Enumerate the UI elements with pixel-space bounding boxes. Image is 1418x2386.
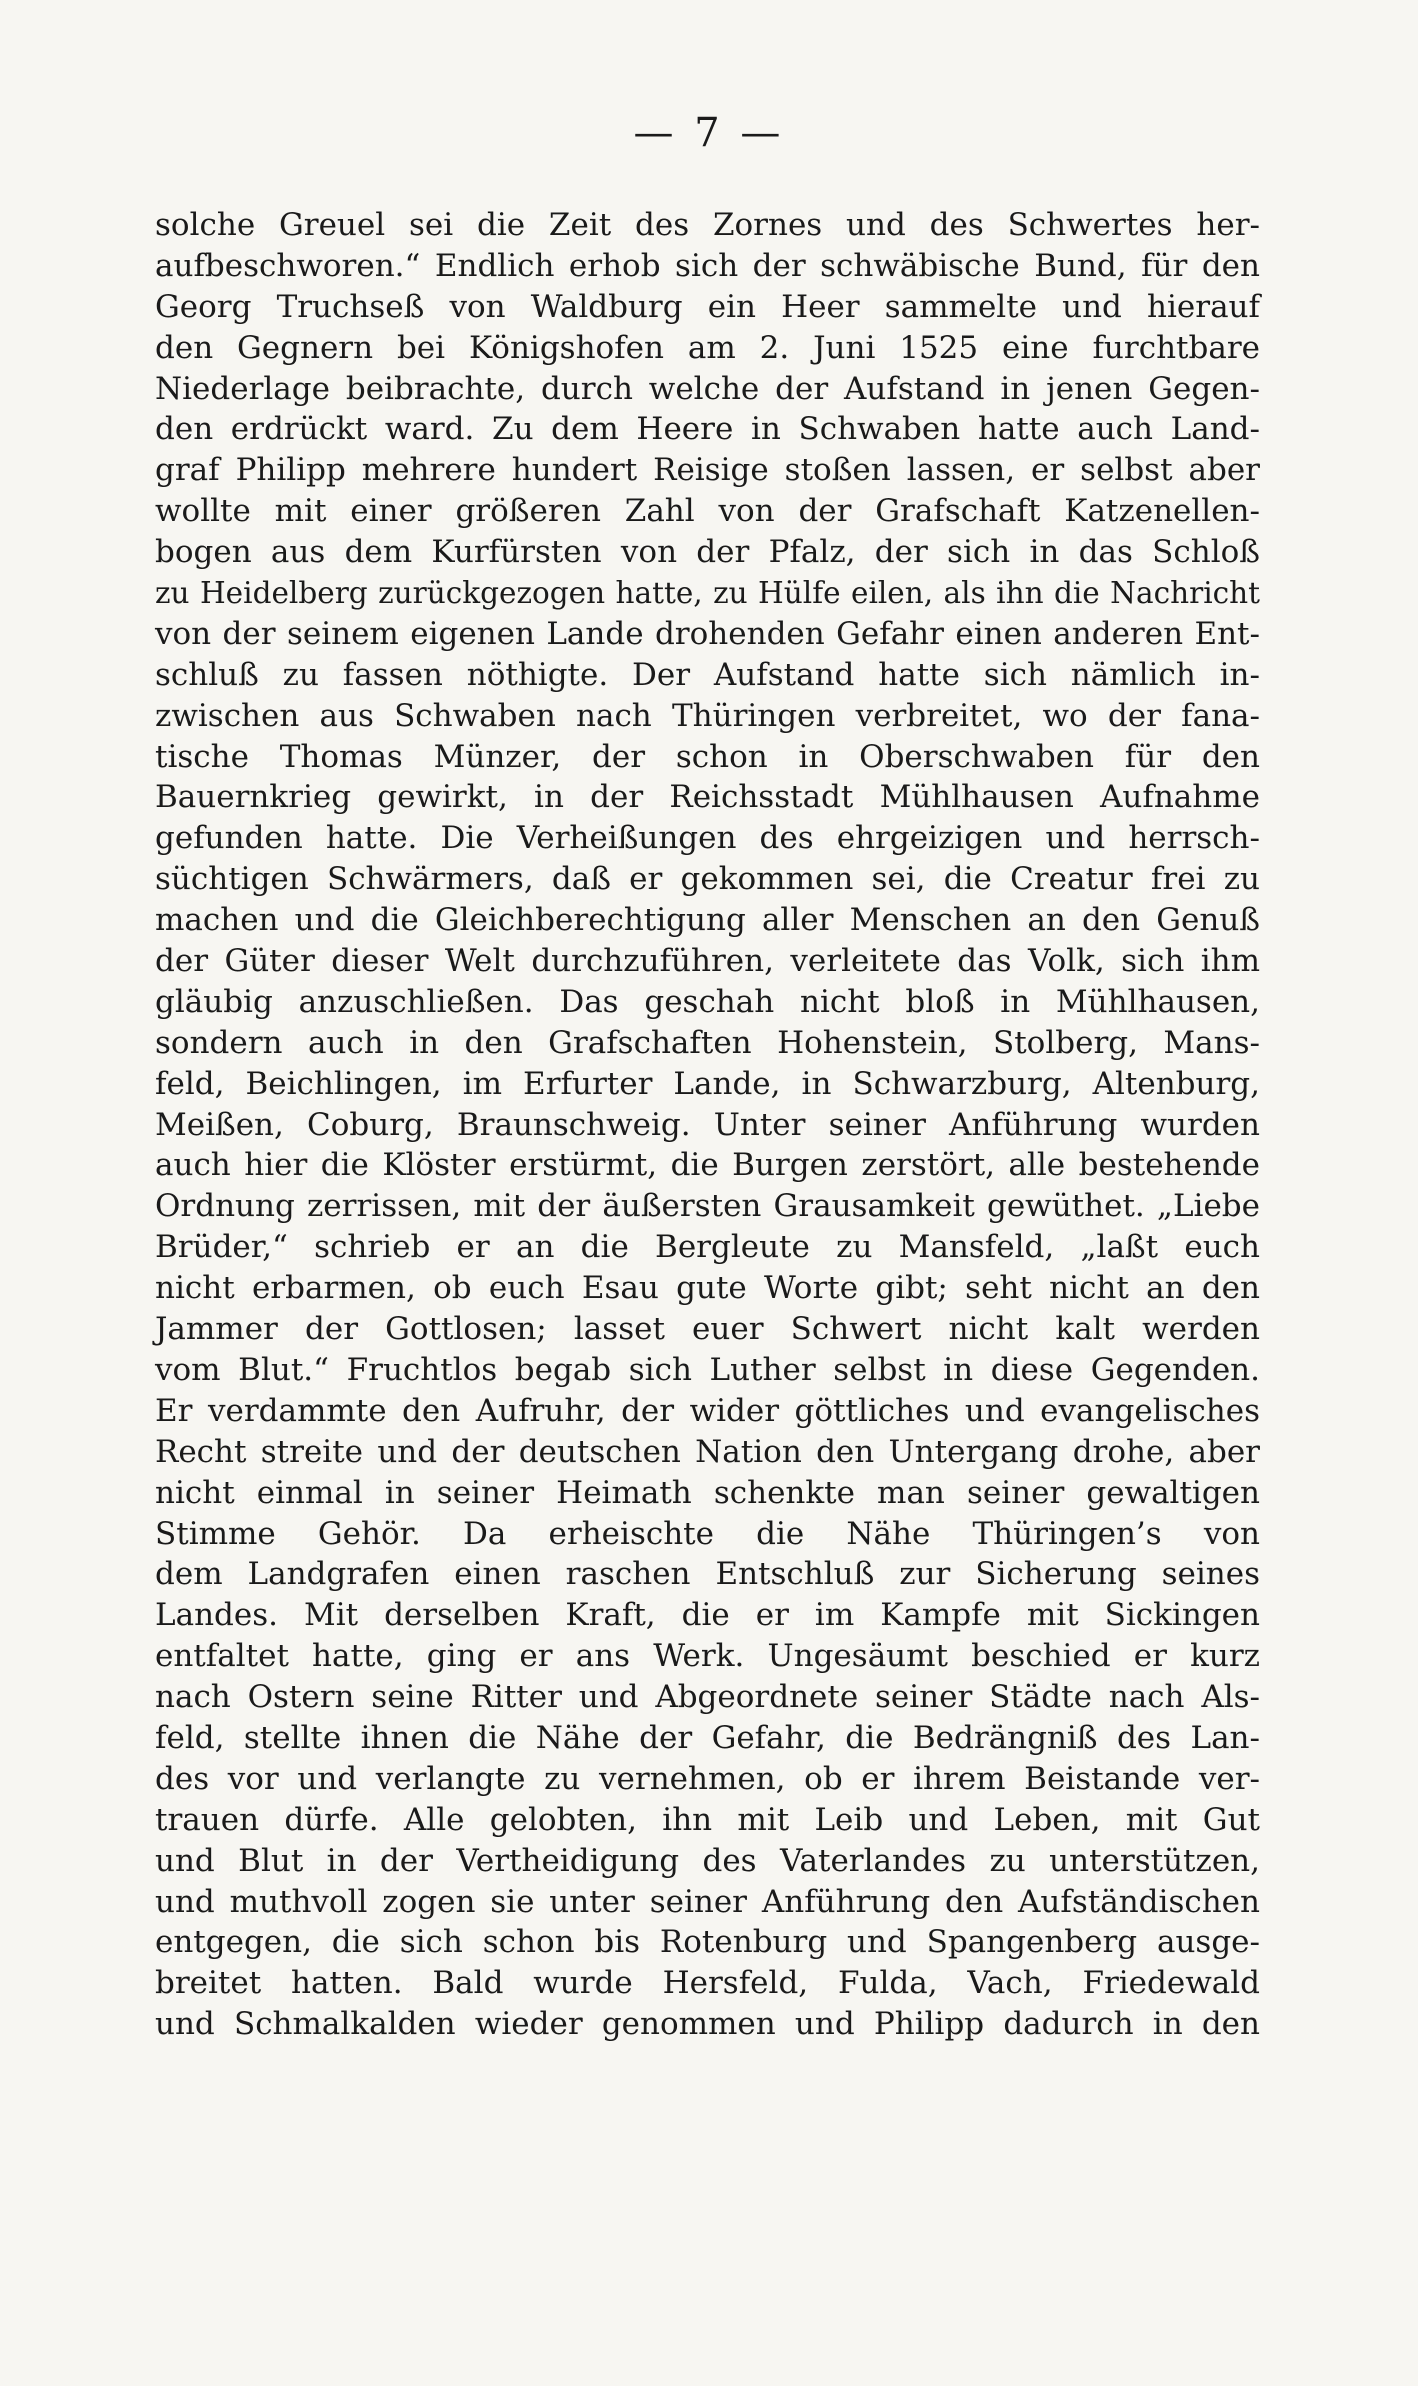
text-line: und Blut in der Vertheidigung des Vaterlandes zu unterstützen,: [155, 1842, 1260, 1879]
text-line: süchtigen Schwärmers, daß er gekommen sei, die Creatur frei zu: [155, 861, 1260, 898]
text-line: entgegen, die sich schon bis Rotenburg und Spangenberg ausge-: [155, 1924, 1260, 1961]
text-line: des vor und verlangte zu vernehmen, ob er ihrem Beistande ver-: [155, 1760, 1260, 1797]
text-line: von der seinem eigenen Lande drohenden Gefahr einen anderen Ent-: [155, 615, 1260, 652]
text-line: graf Philipp mehrere hundert Reisige stoßen lassen, er selbst aber: [155, 452, 1260, 489]
text-line: breitet hatten. Bald wurde Hersfeld, Fulda, Vach, Friedewald: [155, 1965, 1260, 2002]
text-line: schluß zu fassen nöthigte. Der Aufstand hatte sich nämlich in-: [155, 656, 1260, 693]
text-line: der Güter dieser Welt durchzuführen, verleitete das Volk, sich ihm: [155, 943, 1260, 980]
text-line: Er verdammte den Aufruhr, der wider göttliches und evangelisches: [155, 1392, 1260, 1429]
text-line: machen und die Gleichberechtigung aller Menschen an den Genuß: [155, 902, 1260, 939]
text-line: nicht einmal in seiner Heimath schenkte man seiner gewaltigen: [155, 1474, 1260, 1511]
text-line: den Gegnern bei Königshofen am 2. Juni 1525 eine furchtbare: [155, 329, 1260, 366]
text-line: feld, Beichlingen, im Erfurter Lande, in Schwarzburg, Altenburg,: [155, 1065, 1260, 1102]
text-line: solche Greuel sei die Zeit des Zornes und des Schwertes her-: [155, 207, 1260, 243]
text-line: dem Landgrafen einen raschen Entschluß zur Sicherung seines: [155, 1556, 1260, 1593]
text-line: wollte mit einer größeren Zahl von der Grafschaft Katzenellen-: [155, 493, 1260, 530]
text-line: gläubig anzuschließen. Das geschah nicht bloß in Mühlhausen,: [155, 983, 1260, 1020]
page-number: — 7 —: [633, 110, 785, 156]
body-text: [155, 205, 1260, 2045]
text-line: feld, stellte ihnen die Nähe der Gefahr, die Bedrängniß des Lan-: [155, 1719, 1260, 1756]
text-line: tische Thomas Münzer, der schon in Oberschwaben für den: [155, 738, 1260, 775]
text-line: nicht erbarmen, ob euch Esau gute Worte gibt; seht nicht an den: [155, 1270, 1260, 1307]
text-line: auch hier die Klöster erstürmt, die Burgen zerstört, alle bestehende: [155, 1147, 1260, 1184]
text-line: nach Ostern seine Ritter und Abgeordnete seiner Städte nach Als-: [155, 1679, 1260, 1716]
text-line: sondern auch in den Grafschaften Hohenstein, Stolberg, Mans-: [155, 1024, 1260, 1061]
text-line: vom Blut.“ Fruchtlos begab sich Luther selbst in diese Gegenden.: [155, 1351, 1260, 1388]
text-line: gefunden hatte. Die Verheißungen des ehrgeizigen und herrsch-: [155, 820, 1260, 857]
text-line: den erdrückt ward. Zu dem Heere in Schwaben hatte auch Land-: [155, 411, 1260, 448]
text-line: Meißen, Coburg, Braunschweig. Unter seiner Anführung wurden: [155, 1106, 1260, 1143]
text-line: Ordnung zerrissen, mit der äußersten Grausamkeit gewüthet. „Liebe: [155, 1188, 1260, 1225]
text-line: trauen dürfe. Alle gelobten, ihn mit Leib und Leben, mit Gut: [155, 1801, 1260, 1838]
text-line: Brüder,“ schrieb er an die Bergleute zu Mansfeld, „laßt euch: [155, 1229, 1260, 1266]
text-line: zwischen aus Schwaben nach Thüringen verbreitet, wo der fana-: [155, 697, 1260, 734]
text-line: Recht streite und der deutschen Nation den Untergang drohe, aber: [155, 1433, 1260, 1470]
text-line: und muthvoll zogen sie unter seiner Anführung den Aufständischen: [155, 1883, 1260, 1920]
text-line: Bauernkrieg gewirkt, in der Reichsstadt Mühlhausen Aufnahme: [155, 779, 1260, 816]
text-line: Niederlage beibrachte, durch welche der Aufstand in jenen Gegen-: [155, 370, 1260, 407]
text-line: aufbeschworen.“ Endlich erhob sich der schwäbische Bund, für den: [155, 247, 1260, 284]
text-line: bogen aus dem Kurfürsten von der Pfalz, der sich in das Schloß: [155, 534, 1260, 571]
text-line: Landes. Mit derselben Kraft, die er im Kampfe mit Sickingen: [155, 1597, 1260, 1634]
text-line: zu Heidelberg zurückgezogen hatte, zu Hülfe eilen, als ihn die Nachricht: [155, 576, 1260, 611]
text-line: Stimme Gehör. Da erheischte die Nähe Thüringen’s von: [155, 1515, 1260, 1552]
text-line: entfaltet hatte, ging er ans Werk. Ungesäumt beschied er kurz: [155, 1638, 1260, 1675]
text-line: Jammer der Gottlosen; lasset euer Schwert nicht kalt werden: [155, 1311, 1260, 1348]
text-line: Georg Truchseß von Waldburg ein Heer sammelte und hierauf: [155, 288, 1260, 325]
text-line: und Schmalkalden wieder genommen und Philipp dadurch in den: [155, 2006, 1260, 2043]
